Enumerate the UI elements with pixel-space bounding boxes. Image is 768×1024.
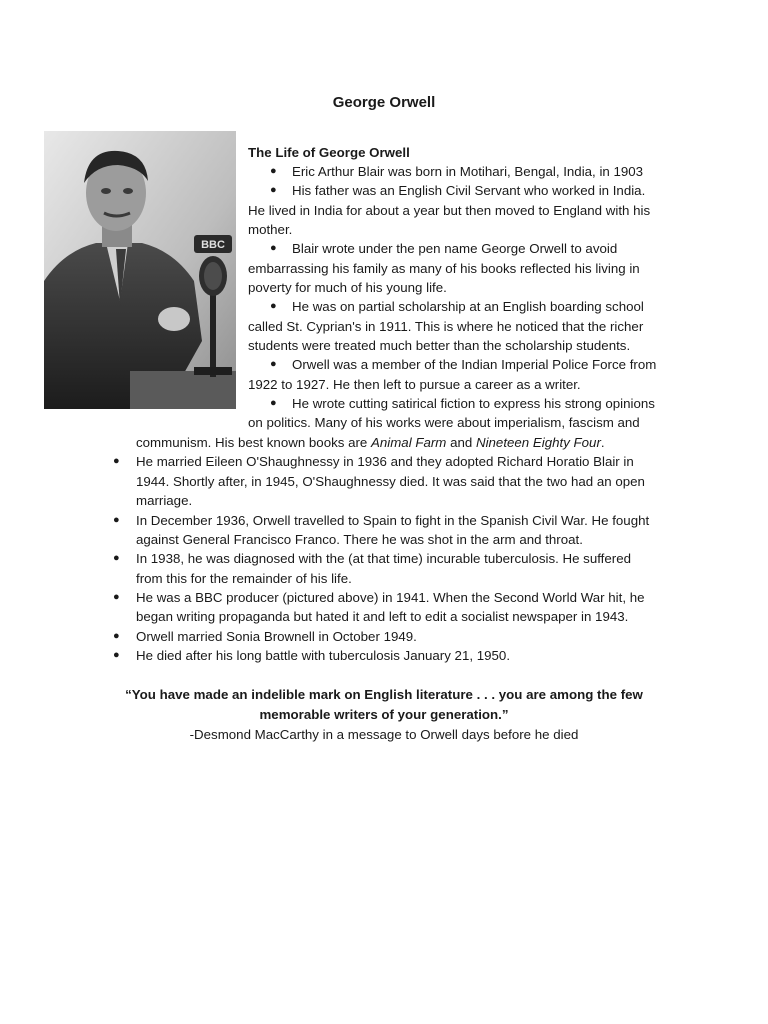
bullet-icon: ●: [113, 591, 120, 603]
bio-line: embarrassing his family as many of his books reflected his living in: [248, 261, 640, 276]
bio-line: called St. Cyprian's in 1911. This is where he noticed that the richer: [248, 319, 644, 334]
bio-line: Eric Arthur Blair was born in Motihari, Bengal, India, in 1903: [292, 164, 644, 179]
bio-line: Orwell was a member of the Indian Imperial Police Force from: [292, 357, 657, 372]
bullet-icon: ●: [270, 300, 277, 312]
orwell-bbc-photo: [44, 131, 236, 409]
list-item: 1944. Shortly after, in 1945, O'Shaughnessy died. It was said that the two had an open: [136, 474, 645, 489]
list-item: He married Eileen O'Shaughnessy in 1936 and they adopted Richard Horatio Blair in: [136, 454, 634, 469]
quote-line: memorable writers of your generation.”: [259, 707, 509, 722]
bullet-icon: ●: [270, 184, 277, 196]
bbc-sign-text: BBC: [201, 239, 225, 251]
quote-line: “You have made an indelible mark on English literature . . . you are among the few: [125, 687, 643, 702]
list-item: He died after his long battle with tuberculosis January 21, 1950.: [136, 648, 511, 663]
list-item: marriage.: [136, 493, 193, 508]
bio-line: on politics. Many of his works were about imperialism, fascism and: [248, 415, 640, 430]
bio-line: 1922 to 1927. He then left to pursue a career as a writer.: [248, 377, 581, 392]
bio-line: students were treated much better than the scholarship students.: [248, 338, 631, 353]
list-item: In 1938, he was diagnosed with the (at that time) incurable tuberculosis. He suffered: [136, 551, 631, 566]
bio-line-books: [136, 433, 605, 452]
bio-text: and: [446, 435, 476, 450]
bullet-icon: ●: [113, 514, 120, 526]
quote-attribution: -Desmond MacCarthy in a message to Orwell days before he died: [189, 727, 579, 742]
photo-illustration: [44, 131, 236, 409]
page-title: George Orwell: [332, 94, 436, 111]
list-item: In December 1936, Orwell travelled to Spain to fight in the Spanish Civil War. He fought: [136, 513, 650, 528]
book-title: Animal Farm: [371, 435, 447, 450]
bio-line: He was on partial scholarship at an English boarding school: [292, 299, 644, 314]
bio-line: He lived in India for about a year but then moved to England with his: [248, 203, 651, 218]
bio-text: .: [600, 435, 605, 450]
bullet-icon: ●: [113, 455, 120, 467]
bio-line: He wrote cutting satirical fiction to express his strong opinions: [292, 396, 655, 411]
list-item: from this for the remainder of his life.: [136, 571, 352, 586]
book-title: Nineteen Eighty Four: [475, 435, 601, 450]
bullet-icon: ●: [113, 552, 120, 564]
bullet-icon: ●: [113, 649, 120, 661]
bullet-icon: ●: [113, 630, 120, 642]
bullet-icon: ●: [270, 358, 277, 370]
bio-line: mother.: [248, 222, 293, 237]
list-item: began writing propaganda but hated it and left to edit a socialist newspaper in 1943.: [136, 609, 629, 624]
bullet-icon: ●: [270, 397, 277, 409]
list-item: Orwell married Sonia Brownell in October 1949.: [136, 629, 417, 644]
bio-line: Blair wrote under the pen name George Orwell to avoid: [292, 241, 618, 256]
bio-line: His father was an English Civil Servant who worked in India.: [292, 183, 646, 198]
bullet-icon: ●: [270, 242, 277, 254]
bio-text: communism. His best known books are: [136, 435, 372, 450]
bio-line: poverty for much of his young life.: [248, 280, 447, 295]
list-item: against General Francisco Franco. There he was shot in the arm and throat.: [136, 532, 583, 547]
section-heading: The Life of George Orwell: [248, 145, 410, 160]
list-item: He was a BBC producer (pictured above) in 1941. When the Second World War hit, he: [136, 590, 645, 605]
bullet-icon: ●: [270, 165, 277, 177]
